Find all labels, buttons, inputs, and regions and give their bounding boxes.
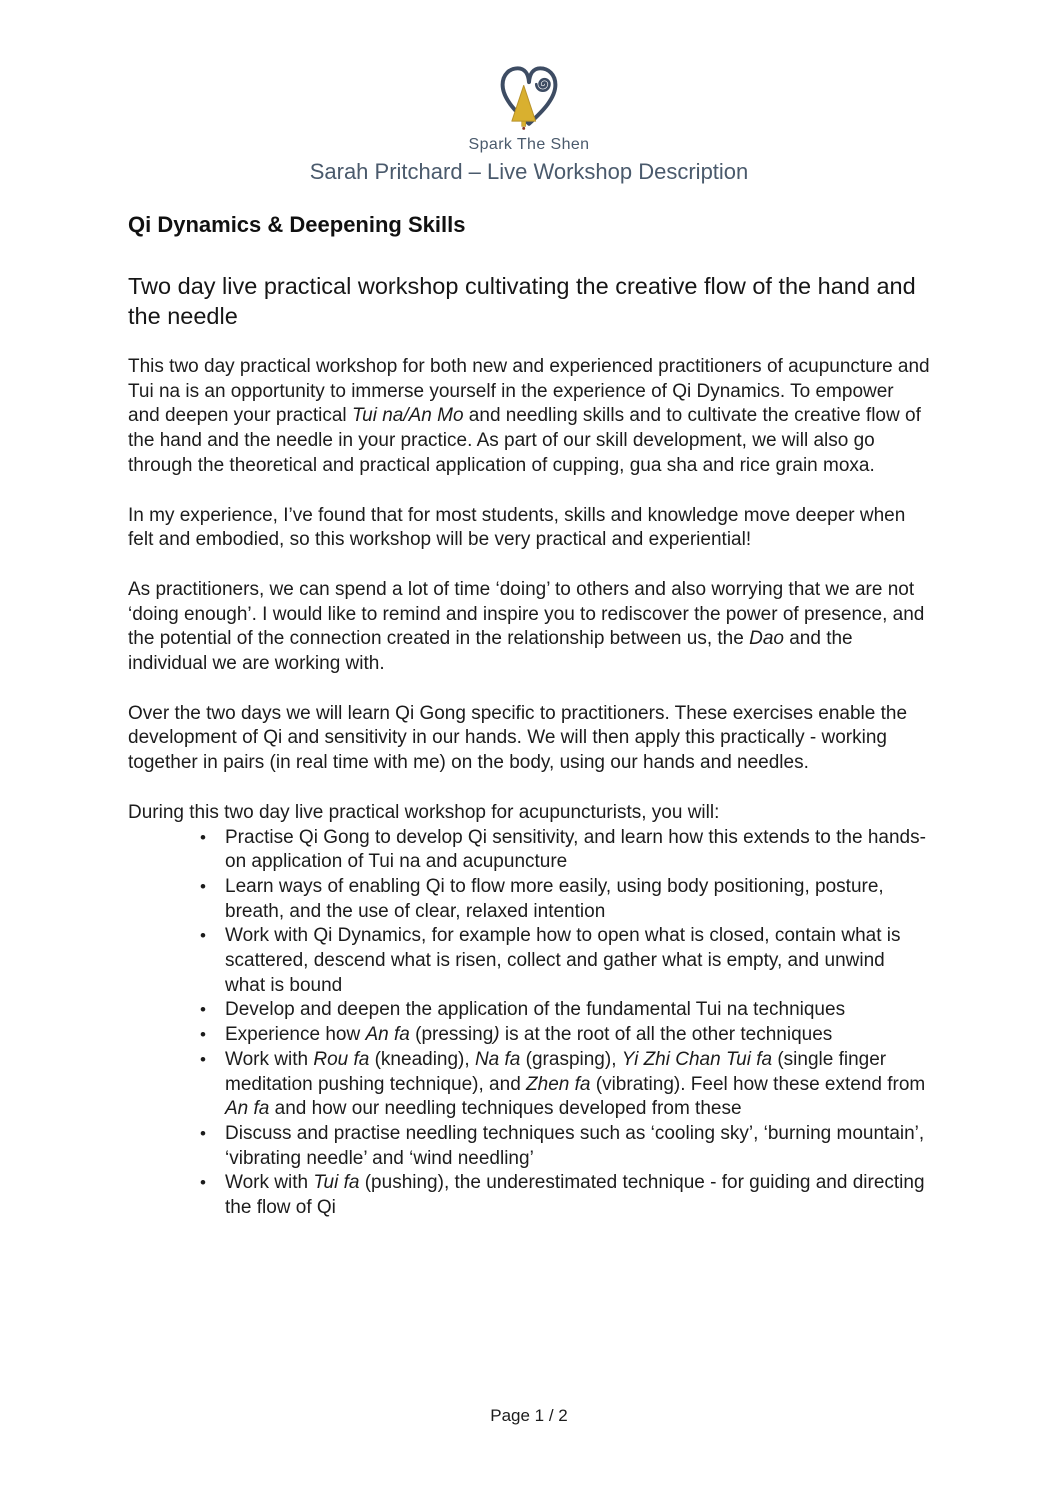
document-body: [0, 211, 1058, 1221]
bullet-item: • Work with Qi Dynamics, for example how to open what is closed, contain what is scattered, descend what is risen, collect and gather what is empty, and unwind what is bound: [197, 924, 930, 998]
page-header-line: Sarah Pritchard – Live Workshop Description: [309, 159, 749, 184]
brand-name: Spark The Shen: [468, 136, 590, 153]
workshop-title: Qi Dynamics & Deepening Skills: [128, 212, 466, 237]
bullet-item: • Learn ways of enabling Qi to flow more easily, using body positioning, posture, breath, and the use of clear, relaxed intention: [197, 875, 930, 924]
heart-spiral-tree-logo: [496, 62, 562, 134]
bullet-item: • Work with Tui fa (pushing), the underestimated technique - for guiding and directing the flow of Qi: [197, 1171, 930, 1220]
bullet-item: • Work with Rou fa (kneading), Na fa (grasping), Yi Zhi Chan Tui fa (single finger meditation pushing technique), and Zhen fa (vibrating). Feel how these extend from An fa and how our needling techniques developed from these: [197, 1048, 930, 1122]
workshop-subtitle: Two day live practical workshop cultivating the creative flow of the hand and the needle: [128, 273, 916, 329]
bullet-item: • Develop and deepen the application of the fundamental Tui na techniques: [197, 998, 930, 1023]
body-paragraph: This two day practical workshop for both new and experienced practitioners of acupuncture and Tui na is an opportunity to immerse yourself in the experience of Qi Dynamics. To empower and deepen your practical Tui na/An Mo and needling skills and to cultivate the creative flow of the hand and the needle in your practice. As part of our skill development, we will also go through the theoretical and practical application of cupping, gua sha and rice grain moxa.: [128, 356, 930, 476]
body-paragraph: As practitioners, we can spend a lot of time ‘doing’ to others and also worrying that we are not ‘doing enough’. I would like to remind and inspire you to rediscover the power of presence, and the potential of the connection created in the relationship between us, the Dao and the individual we are working with.: [128, 578, 925, 675]
page-number: Page 1 / 2: [490, 1406, 568, 1425]
workshop-bullet-list: [128, 826, 930, 1221]
page-header: [0, 0, 1058, 185]
bullet-item: • Experience how An fa (pressing) is at the root of all the other techniques: [197, 1023, 930, 1048]
list-intro: During this two day live practical workshop for acupuncturists, you will:: [128, 801, 720, 823]
body-paragraph: In my experience, I’ve found that for most students, skills and knowledge move deeper when felt and embodied, so this workshop will be very practical and experiential!: [128, 504, 906, 551]
bullet-item: • Practise Qi Gong to develop Qi sensitivity, and learn how this extends to the hands-on application of Tui na and acupuncture: [197, 826, 930, 875]
bullet-item: • Discuss and practise needling techniques such as ‘cooling sky’, ‘burning mountain’, ‘vibrating needle’ and ‘wind needling’: [197, 1122, 930, 1171]
body-paragraph: Over the two days we will learn Qi Gong specific to practitioners. These exercises enable the development of Qi and sensitivity in our hands. We will then apply this practically - working together in pairs (in real time with me) on the body, using our hands and needles.: [128, 702, 908, 774]
